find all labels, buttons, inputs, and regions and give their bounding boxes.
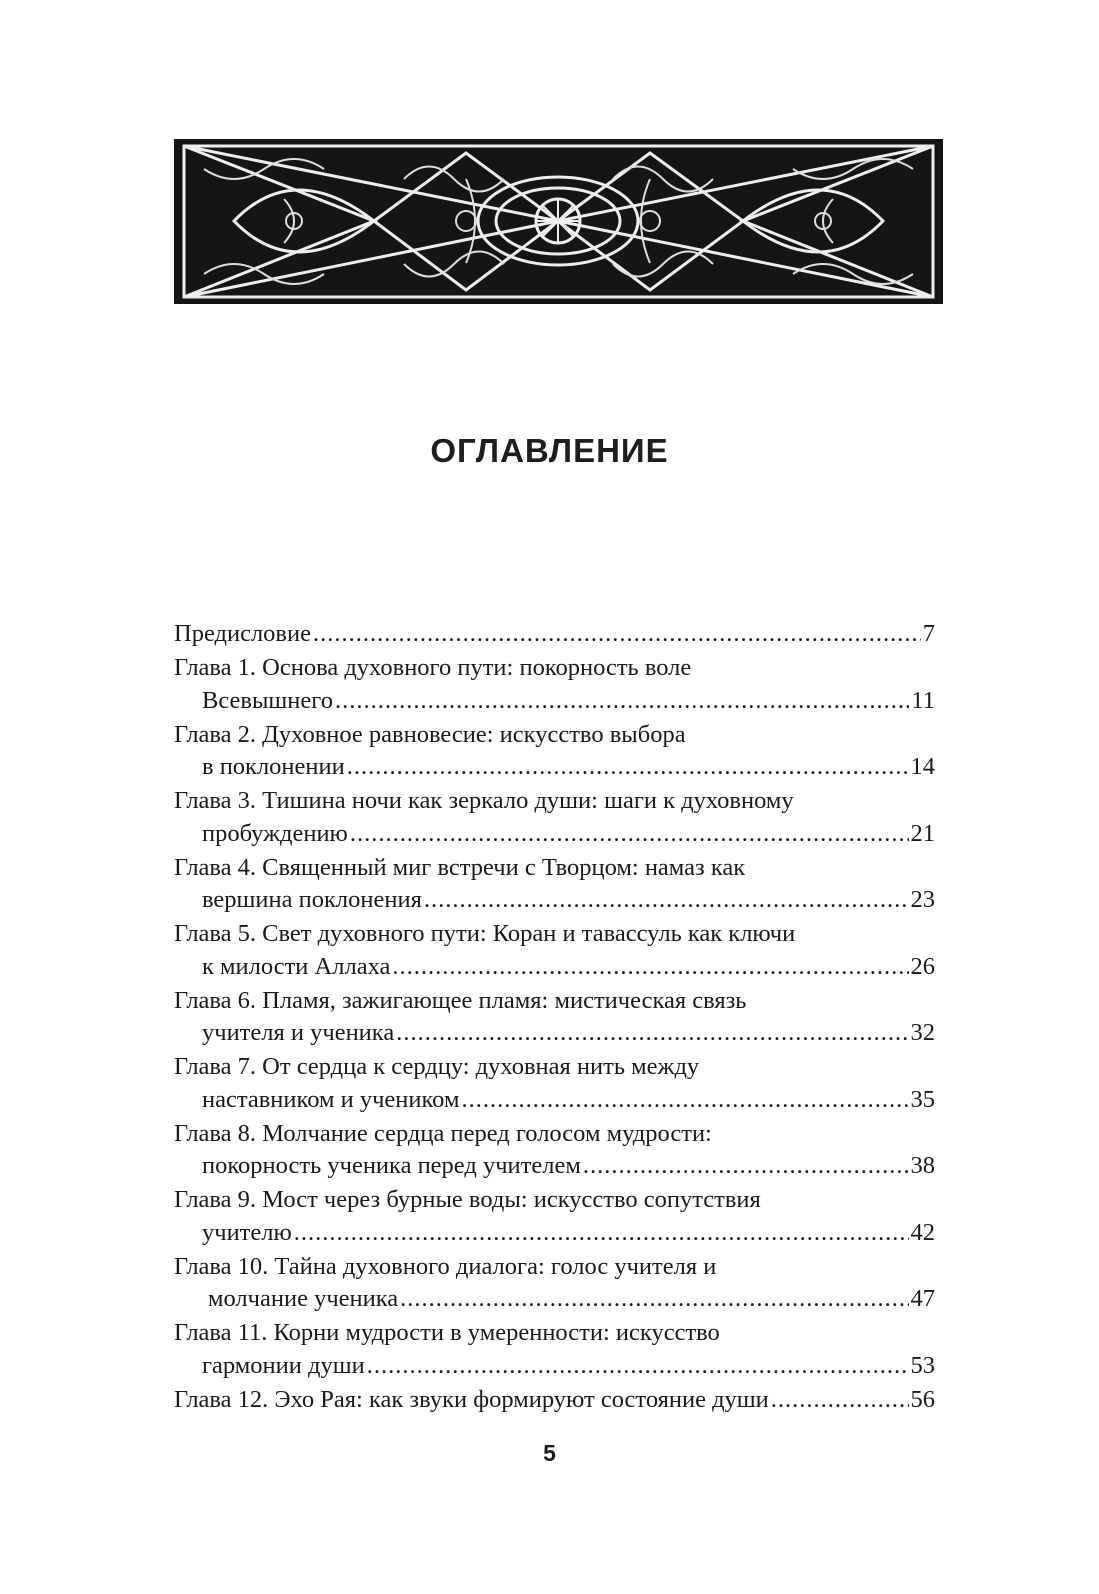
dot-leader: [347, 751, 909, 784]
dot-leader: [350, 818, 909, 851]
toc-entry-page: 7: [922, 620, 935, 647]
page-title: ОГЛАВЛЕНИЕ: [430, 432, 669, 469]
toc-entry-page: 53: [910, 1351, 935, 1379]
toc-entry-chapter-7[interactable]: [174, 1051, 935, 1116]
toc-entry-page: 35: [910, 1085, 935, 1113]
toc-entry-page: 11: [911, 686, 935, 714]
toc-entry-title-cont: к милости Аллаха: [202, 952, 391, 980]
toc-entry-title: Глава 10. Тайна духовного диалога: голос учителя и: [174, 1252, 717, 1280]
toc-entry-chapter-5[interactable]: [174, 918, 935, 983]
dot-leader: [294, 1217, 909, 1250]
toc-entry-page: 14: [910, 753, 935, 780]
dot-leader: [583, 1150, 909, 1183]
dot-leader: [313, 618, 921, 651]
toc-entry-page: 56: [910, 1385, 935, 1413]
toc-entry-title: Глава 5. Свет духовного пути: Коран и тавассуль как ключи: [174, 920, 796, 947]
dot-leader: [400, 1283, 908, 1316]
toc-entry-page: 32: [910, 1019, 935, 1046]
toc-entry-title-cont: пробуждению: [202, 819, 348, 847]
toc-entry-page: 38: [910, 1152, 935, 1179]
toc-entry-chapter-8[interactable]: [174, 1118, 935, 1183]
toc-entry-chapter-3[interactable]: [174, 785, 935, 850]
toc-entry-chapter-12[interactable]: [174, 1384, 935, 1417]
dot-leader: [424, 884, 909, 917]
toc-entry-chapter-6[interactable]: [174, 985, 935, 1050]
dot-leader: [335, 685, 909, 718]
page-number: 5: [543, 1440, 556, 1466]
toc-entry-title-cont: в поклонении: [202, 753, 345, 780]
toc-entry-title-cont: учителя и ученика: [202, 1019, 395, 1046]
toc-entry-title: Глава 1. Основа духовного пути: покорность воле: [174, 654, 692, 681]
toc-entry-chapter-2[interactable]: [174, 719, 935, 784]
toc-entry-title: Глава 4. Священный миг встречи с Творцом: намаз как: [174, 853, 746, 881]
toc-entry-title-cont: вершина поклонения: [202, 886, 422, 913]
toc-entry-chapter-4[interactable]: [174, 852, 935, 917]
toc-entry-title-cont: учителю: [202, 1218, 292, 1246]
toc-entry-title-cont: молчание ученика: [208, 1285, 399, 1312]
toc-entry-title: Глава 3. Тишина ночи как зеркало души: шаги к духовному: [174, 787, 794, 814]
toc-entry-title: Глава 11. Корни мудрости в умеренности: искусство: [174, 1319, 720, 1346]
dot-leader: [771, 1384, 909, 1417]
toc-entry-chapter-9[interactable]: [174, 1184, 935, 1249]
toc-entry-title-cont: покорность ученика перед учителем: [202, 1152, 581, 1179]
toc-entry-chapter-1[interactable]: [174, 652, 935, 717]
toc-entry-title-cont: Всевышнего: [202, 686, 333, 714]
ornament-banner: [174, 139, 943, 304]
table-of-contents: [174, 618, 935, 1418]
toc-entry-chapter-10[interactable]: [174, 1251, 935, 1316]
toc-entry-page: 42: [910, 1218, 935, 1246]
dot-leader: [396, 1017, 908, 1050]
toc-entry-title: Глава 2. Духовное равновесие: искусство выбора: [174, 720, 686, 748]
toc-entry-chapter-11[interactable]: [174, 1317, 935, 1382]
dot-leader: [461, 1084, 908, 1117]
toc-entry-title: Глава 7. От сердца к сердцу: духовная нить между: [174, 1053, 700, 1080]
toc-entry-page: 47: [910, 1285, 935, 1312]
toc-entry-title: Глава 9. Мост через бурные воды: искусство сопутствия: [174, 1186, 761, 1213]
toc-entry-title-cont: гармонии души: [202, 1351, 365, 1379]
toc-entry-title: Глава 6. Пламя, зажигающее пламя: мистическая связь: [174, 986, 747, 1014]
arabesque-ornament-icon: [174, 139, 943, 304]
toc-entry-page: 23: [910, 886, 935, 913]
toc-entry-page: 21: [910, 819, 935, 847]
dot-leader: [367, 1350, 909, 1383]
toc-entry-page: 26: [910, 952, 935, 980]
toc-entry-preface[interactable]: [174, 618, 935, 651]
dot-leader: [392, 951, 908, 984]
toc-entry-title-cont: наставником и учеником: [202, 1085, 460, 1113]
toc-entry-title: Глава 12. Эхо Рая: как звуки формируют состояние души: [174, 1385, 769, 1413]
toc-entry-title: Предисловие: [174, 620, 311, 647]
toc-entry-title: Глава 8. Молчание сердца перед голосом мудрости:: [174, 1119, 712, 1147]
